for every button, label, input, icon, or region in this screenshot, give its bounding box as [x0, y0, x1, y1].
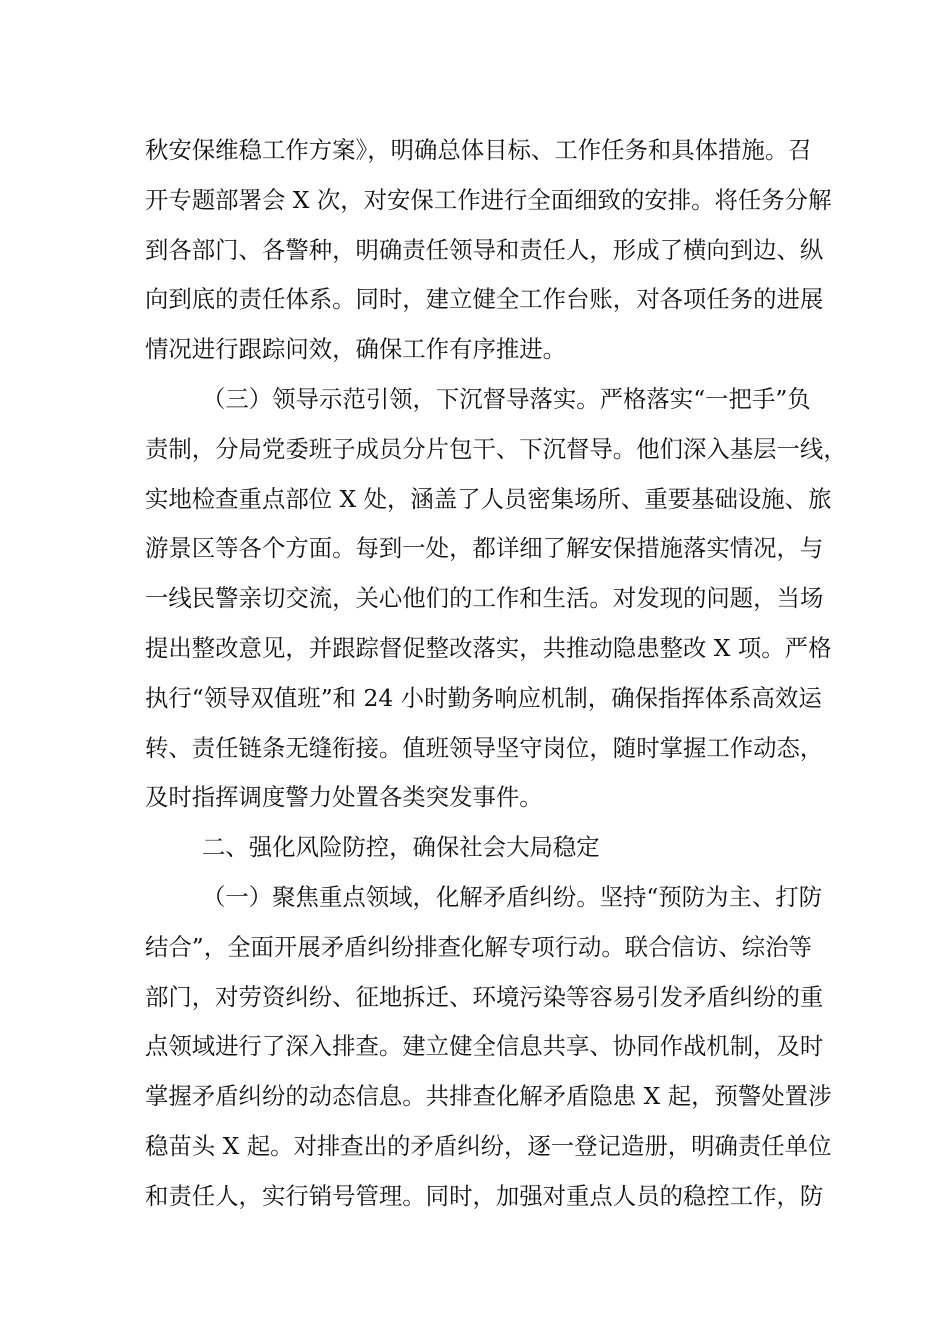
section-heading-1: （一）聚焦重点领域，化解矛盾纠纷。坚持“预防为主、打防: [202, 882, 823, 911]
text-line: 向到底的责任体系。同时，建立健全工作台账，对各项任务的进展: [145, 285, 824, 314]
text-line: 到各部门、各警种，明确责任领导和责任人，形成了横向到边、纵: [145, 235, 824, 264]
text-line: 一线民警亲切交流，关心他们的工作和生活。对发现的问题，当场: [145, 584, 824, 613]
text-line: 责制，分局党委班子成员分片包干、下沉督导。他们深入基层一线，: [145, 434, 847, 463]
text-line: 秋安保维稳工作方案》，明确总体目标、工作任务和具体措施。召: [145, 136, 812, 164]
text-line: 部门，对劳资纠纷、征地拆迁、环境污染等容易引发矛盾纠纷的重: [145, 982, 824, 1011]
text-line: 稳苗头 X 起。对排查出的矛盾纠纷，逐一登记造册，明确责任单位: [145, 1131, 832, 1160]
text-line: 及时指挥调度警力处置各类突发事件。: [145, 783, 543, 812]
text-line: 结合”，全面开展矛盾纠纷排查化解专项行动。联合信访、综治等: [145, 932, 812, 961]
text-line: 实地检查重点部位 X 处，涵盖了人员密集场所、重要基础设施、旅: [145, 484, 832, 513]
text-line: 点领域进行了深入排查。建立健全信息共享、协同作战机制，及时: [145, 1032, 824, 1061]
text-line: 游景区等各个方面。每到一处，都详细了解安保措施落实情况，与: [145, 534, 824, 563]
text-line: 掌握矛盾纠纷的动态信息。共排查化解矛盾隐患 X 起，预警处置涉: [145, 1082, 832, 1111]
document-body: [145, 126, 847, 1222]
section-heading-2: 二、强化风险防控，确保社会大局稳定: [202, 833, 600, 862]
text-line: 情况进行跟踪问效，确保工作有序推进。: [145, 335, 567, 364]
text-line: 提出整改意见，并跟踪督促整改落实，共推动隐患整改 X 项。严格: [145, 633, 832, 662]
section-heading-3: （三）领导示范引领，下沉督导落实。严格落实“一把手”负: [202, 384, 811, 413]
text-line: 执行“领导双值班”和 24 小时勤务响应机制，确保指挥体系高效运: [145, 683, 822, 712]
text-line: 和责任人，实行销号管理。同时，加强对重点人员的稳控工作，防: [145, 1181, 824, 1210]
text-line: 开专题部署会 X 次，对安保工作进行全面细致的安排。将任务分解: [145, 185, 832, 214]
text-line: 转、责任链条无缝衔接。值班领导坚守岗位，随时掌握工作动态，: [145, 733, 824, 762]
